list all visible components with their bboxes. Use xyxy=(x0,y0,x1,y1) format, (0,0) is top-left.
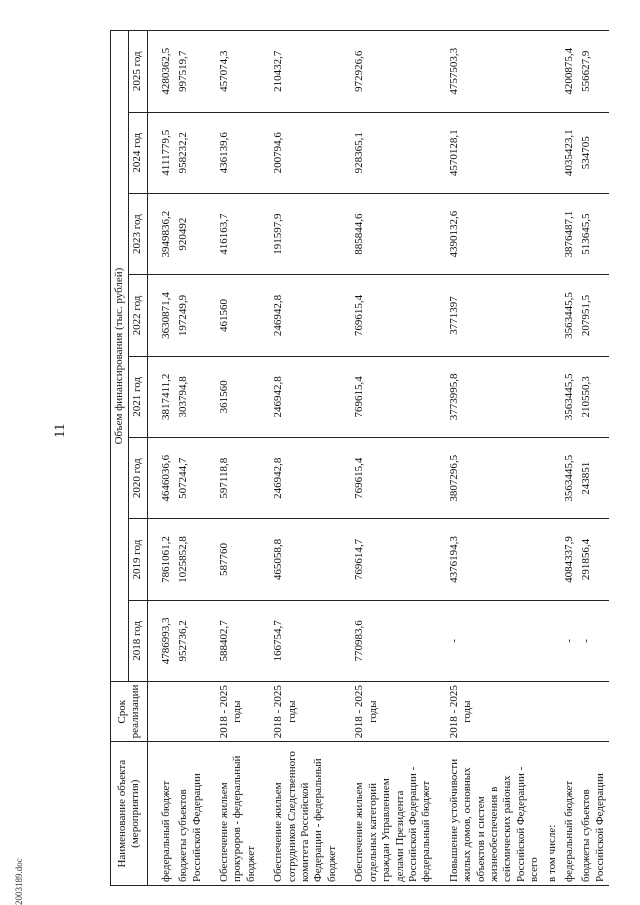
page-number: 11 xyxy=(52,423,68,438)
table-row xyxy=(544,31,561,886)
cell-value: 3807296,5 xyxy=(446,438,544,519)
header-funding: Объем финансирования (тыс. рублей) xyxy=(111,31,129,682)
cell-value: - xyxy=(446,600,544,681)
cell-value: 207951,5 xyxy=(578,275,609,356)
header-year: 2021 год xyxy=(129,356,147,437)
cell-value: 972926,6 xyxy=(351,31,435,113)
cell-value: 928365,1 xyxy=(351,112,435,193)
row-name: федеральный бюджет xyxy=(561,742,578,886)
cell-value xyxy=(544,438,561,519)
table-row xyxy=(446,31,544,886)
cell-value: 769614,7 xyxy=(351,519,435,600)
row-name: бюджеты субъектов Российской Федерации xyxy=(578,742,609,886)
cell-value: 246942,8 xyxy=(270,275,341,356)
cell-value: 920492 xyxy=(175,193,206,274)
cell-value: 361560 xyxy=(216,356,260,437)
cell-value: 210432,7 xyxy=(270,31,341,113)
cell-value: 769615,4 xyxy=(351,356,435,437)
cell-value: - xyxy=(578,600,609,681)
cell-value: 4200875,4 xyxy=(561,31,578,113)
cell-value: 416163,7 xyxy=(216,193,260,274)
cell-value xyxy=(544,112,561,193)
row-term xyxy=(561,682,578,742)
row-term: 2018 - 2025 годы xyxy=(216,682,260,742)
row-term xyxy=(544,682,561,742)
cell-value: 952736,2 xyxy=(175,600,206,681)
rotated-table-region xyxy=(110,30,620,886)
cell-value: - xyxy=(561,600,578,681)
cell-value: 4035423,1 xyxy=(561,112,578,193)
cell-value: 7861061,2 xyxy=(158,519,175,600)
cell-value: 191597,9 xyxy=(270,193,341,274)
header-year: 2018 год xyxy=(129,600,147,681)
cell-value: 1025852,8 xyxy=(175,519,206,600)
header-name: Наименование объекта (мероприятия) xyxy=(111,742,148,886)
cell-value: 3876487,1 xyxy=(561,193,578,274)
row-term: 2018 - 2025 годы xyxy=(270,682,341,742)
table-row xyxy=(561,31,578,886)
cell-value: 3563445,5 xyxy=(561,275,578,356)
cell-value: 3563445,5 xyxy=(561,356,578,437)
funding-table xyxy=(110,30,609,886)
cell-value: 587760 xyxy=(216,519,260,600)
cell-value: 513645,5 xyxy=(578,193,609,274)
row-name: Обеспечение жильем прокуроров - федеральный бюджет xyxy=(216,742,260,886)
row-name: Повышение устойчивости жилых домов, основных объектов и систем жизнеобеспечения в сейсмических районах Российской Федерации - всего xyxy=(446,742,544,886)
cell-value: 769615,4 xyxy=(351,438,435,519)
header-year: 2023 год xyxy=(129,193,147,274)
table-row xyxy=(270,31,341,886)
cell-value: 4376194,3 xyxy=(446,519,544,600)
cell-value: 885844,6 xyxy=(351,193,435,274)
table-row xyxy=(216,31,260,886)
cell-value: 4390132,6 xyxy=(446,193,544,274)
cell-value xyxy=(544,275,561,356)
cell-value: 958232,2 xyxy=(175,112,206,193)
cell-value: 243851 xyxy=(578,438,609,519)
cell-value xyxy=(544,600,561,681)
cell-value: 4757503,3 xyxy=(446,31,544,113)
row-name: Обеспечение жильем сотрудников Следственного комитета Российской Федерации - федеральный бюджет xyxy=(270,742,341,886)
table-row xyxy=(175,31,206,886)
cell-value xyxy=(544,519,561,600)
cell-value xyxy=(544,193,561,274)
row-term xyxy=(578,682,609,742)
header-term: Срок реализации xyxy=(111,682,148,742)
cell-value xyxy=(544,31,561,113)
cell-value: 291856,4 xyxy=(578,519,609,600)
header-year: 2024 год xyxy=(129,112,147,193)
cell-value: 4280362,5 xyxy=(158,31,175,113)
cell-value: 770983,6 xyxy=(351,600,435,681)
cell-value: 3817411,2 xyxy=(158,356,175,437)
row-name: в том числе: xyxy=(544,742,561,886)
cell-value: 210550,3 xyxy=(578,356,609,437)
cell-value: 4111779,5 xyxy=(158,112,175,193)
row-term: 2018 - 2025 годы xyxy=(351,682,435,742)
cell-value: 4084337,9 xyxy=(561,519,578,600)
cell-value: 556627,9 xyxy=(578,31,609,113)
header-year: 2022 год xyxy=(129,275,147,356)
cell-value: 200794,6 xyxy=(270,112,341,193)
cell-value: 4786993,3 xyxy=(158,600,175,681)
cell-value: 246942,8 xyxy=(270,356,341,437)
cell-value: 457074,3 xyxy=(216,31,260,113)
header-year: 2020 год xyxy=(129,438,147,519)
cell-value: 303794,8 xyxy=(175,356,206,437)
row-name: бюджеты субъектов Российской Федерации xyxy=(175,742,206,886)
table-row xyxy=(351,31,435,886)
row-term xyxy=(158,682,175,742)
table-row xyxy=(158,31,175,886)
row-term: 2018 - 2025 годы xyxy=(446,682,544,742)
cell-value: 4646036,6 xyxy=(158,438,175,519)
cell-value: 507244,7 xyxy=(175,438,206,519)
cell-value: 4570128,1 xyxy=(446,112,544,193)
cell-value: 588402,7 xyxy=(216,600,260,681)
cell-value: 246942,8 xyxy=(270,438,341,519)
cell-value: 534705 xyxy=(578,112,609,193)
cell-value: 166754,7 xyxy=(270,600,341,681)
cell-value: 197249,9 xyxy=(175,275,206,356)
cell-value: 3773995,8 xyxy=(446,356,544,437)
cell-value: 436139,6 xyxy=(216,112,260,193)
cell-value: 597118,8 xyxy=(216,438,260,519)
header-year: 2019 год xyxy=(129,519,147,600)
row-name: федеральный бюджет xyxy=(158,742,175,886)
cell-value: 997519,7 xyxy=(175,31,206,113)
cell-value xyxy=(544,356,561,437)
cell-value: 3630871,4 xyxy=(158,275,175,356)
header-year: 2025 год xyxy=(129,31,147,113)
cell-value: 769615,4 xyxy=(351,275,435,356)
row-term xyxy=(175,682,206,742)
cell-value: 465058,8 xyxy=(270,519,341,600)
cell-value: 3771397 xyxy=(446,275,544,356)
table-row xyxy=(578,31,609,886)
footer-filename: 2003189.doc xyxy=(14,858,24,905)
cell-value: 3949836,2 xyxy=(158,193,175,274)
cell-value: 461560 xyxy=(216,275,260,356)
row-name: Обеспечение жильем отдельных категорий граждан Управлением делами Президента Российской Федерации - федеральный бюджет xyxy=(351,742,435,886)
cell-value: 3563445,5 xyxy=(561,438,578,519)
